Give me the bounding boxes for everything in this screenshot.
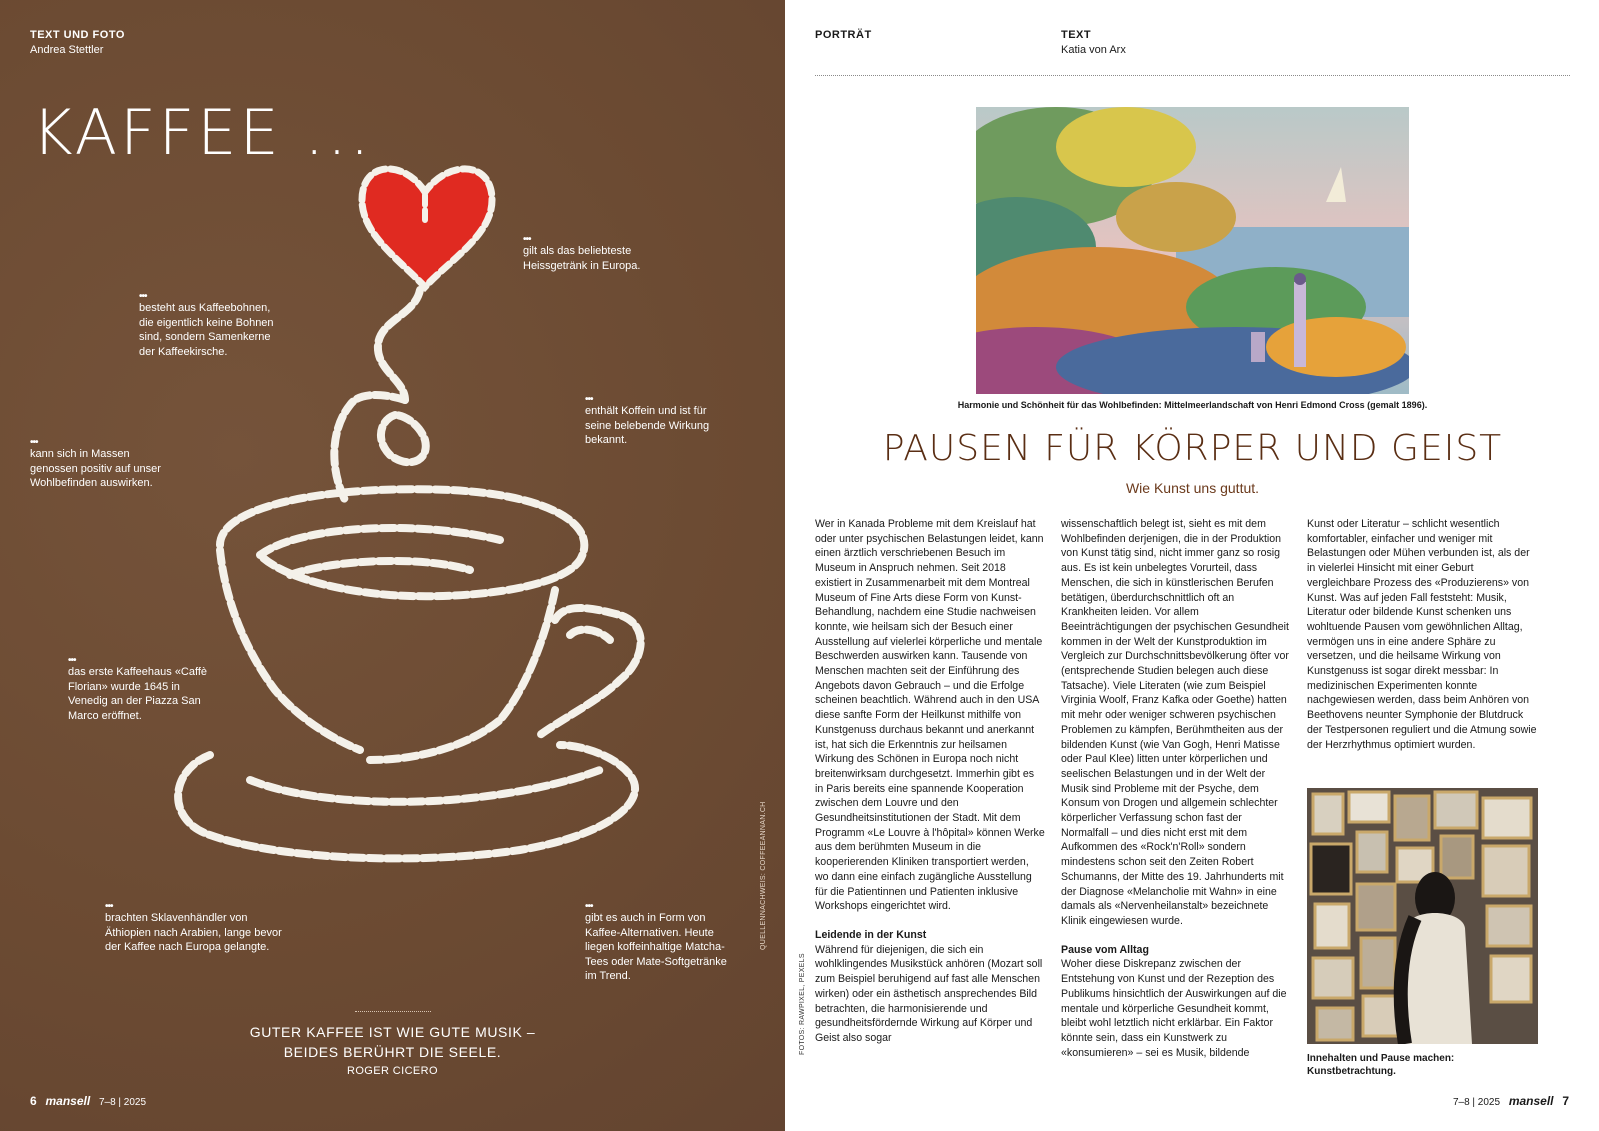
magazine-logo: mansell [45,1094,91,1108]
author-name: Katia von Arx [1061,44,1126,56]
page-footer-left [30,1094,146,1108]
fact-7 [585,902,740,984]
fact-text: gilt als das beliebteste Heissgetränk in Europa. [523,245,641,272]
fact-1 [523,235,663,273]
paragraph: Während für diejenigen, die sich ein wohlklingendes Musikstück anhören (Mozart soll zum Beispiel beruhigend auf fast alle Menschen wirken) oder ein ästhetisch ansprechendes Bild betrachten, die harmonisierende und gesundheitsfördernde Wirkung auf Körper und Geist also sogar [815,943,1043,1044]
fact-4 [30,438,175,491]
paragraph: Woher diese Diskrepanz zwischen der Entstehung von Kunst und der Rezeption des Publikums hinsichtlich der Auswirkungen auf die mentale und körperliche Gesundheit kommt, bleibt wohl letztlich nicht erklärbar. Ein Faktor könnte sein, dass ein Kunstwerk zu «konsumieren» – sei es Musik, bildende [1061,958,1287,1059]
fact-text: enthält Koffein und ist für seine belebende Wirkung bekannt. [585,405,710,446]
text-label: TEXT [1061,29,1092,41]
article-column-3 [1307,517,1537,752]
subheading: Leidende in der Kunst [815,928,927,941]
page-footer-right [1453,1094,1569,1108]
photo-credit: FOTOS: RAWPIXEL, PEXELS [799,953,806,1055]
gallery-visitor-photo [1307,788,1538,1044]
article-column-1 [815,517,1045,1046]
quote-divider [355,1011,431,1012]
bullet-dots-icon: ••• [523,234,531,245]
fact-2 [139,292,284,359]
issue-label: 7–8 | 2025 [1452,1097,1501,1108]
page-number: 6 [30,1094,37,1108]
bullet-dots-icon: ••• [68,655,76,666]
fact-text: kann sich in Massen genossen positiv auf unser Wohlbefinden auswirken. [30,448,161,489]
fact-text: brachten Sklavenhändler von Äthiopien nach Arabien, lange bevor der Kaffee nach Europa gelangte. [105,912,282,953]
credit-name: Andrea Stettler [30,44,104,56]
mediterranean-landscape-painting [976,107,1409,394]
credit-heading: TEXT UND FOTO [30,29,125,41]
page-number: 7 [1562,1094,1569,1108]
fact-6 [105,902,295,955]
bullet-dots-icon: ••• [585,394,593,405]
fact-3 [585,395,710,448]
paragraph: wissenschaftlich belegt ist, sieht es mit dem Wohlbefinden derjenigen, die in der Produktion von Kunst tätig sind, nicht immer ganz so rosig aus. Es ist kein unbelegtes Vorurteil, dass Menschen, die sich in künstlerischen Berufen betätigen, überdurchschnittlich oft an Krankheiten leiden. Vor allem Beeinträchtigungen der psychischen Gesundheit kommen in der Welt der Kunstproduktion im Vergleich zur Durchschnittsbevölkerung öfter vor (entsprechende Studien belegen auch diese Tatsache). Viele Literaten (wie zum Beispiel Virginia Woolf, Franz Kafka oder Goethe) hatten mit mehr oder weniger schweren psychischen Problemen zu kämpfen, Berühmtheiten aus der bildenden Kunst (wie Van Gogh, Henri Matisse oder Paul Klee) litten unter körperlichen und seelischen Belastungen und in der Welt der Musik sind Probleme mit der Psyche, dem Konsum von Drogen und allgemein schlechter körperlicher Verfassung schon fast der Normalfall – und dies nicht erst mit dem Aufkommen des «Rock'n'Roll» sondern mindestens schon seit den Zeiten Robert Schumanns, der Mitte des 19. Jahrhunderts mit der Diagnose «Melancholie mit Wahn» in eine damals als «Nervenheilanstalt» bezeichnete Klinik eingewiesen wurde. [1061,518,1289,927]
article-headline: PAUSEN FÜR KÖRPER UND GEIST [882,428,1503,469]
paragraph: Kunst oder Literatur – schlicht wesentlich komfortabler, einfacher und weniger mit Belastungen oder Mühen verbunden ist, als der in vielerlei Hinsicht mit einer Geburt vergleichbare Prozess des «Produzierens» von Kunst. Was auf jeden Fall feststeht: Musik, Literatur oder bildende Kunst schenken uns wohltuende Pausen vom gewöhnlichen Alltag, vermögen uns in eine andere Sphäre zu versetzen, und die heilsame Wirkung von Kunstgenuss ist sogar direkt messbar: In medizinischen Experimenten konnte nachgewiesen werden, dass beim Anhören von Beethovens neunter Symphonie der Blutdruck der Testpersonen reguliert und die Atmung sowie der Herzrhythmus optimiert wurden. [1307,518,1537,751]
painting-caption: Harmonie und Schönheit für das Wohlbefinden: Mittelmeerlandschaft von Henri Edmond Cross (gemalt 1896). [957,400,1428,410]
paragraph: Wer in Kanada Probleme mit dem Kreislauf hat oder unter psychischen Belastungen leidet, kann einen ärztlich verschriebenen Besuch im Museum in Anspruch nehmen. Seit 2018 existiert in Zusammenarbeit mit dem Montreal Museum of Fine Arts diese Form von Kunst-Behandlung, nachdem eine Studie nachweisen konnte, wie heilsam sich der Besuch einer Ausstellung auf vielerlei körperliche und mentale Beschwerden auswirken kann. Tausende von Menschen machten seit der Einführung des Angebots davon Gebrauch – und die Erfolge scheinen beachtlich. Während auch in den USA diese sanfte Form der Heilkunst mithilfe von Kunstgenuss durchaus bekannt und anerkannt ist, hat sich die Erkenntnis zur heilsamen Wirkung des Schönen in Europa noch nicht breitenwirksam durchgesetzt. Immerhin gibt es in Paris bereits eine spannende Kooperation zwischen dem Louvre und den Gesundheitsinstitutionen der Stadt. Mit dem Programm «Le Louvre à l'hôpital» können Werke aus dem berühmten Museum in die kooperierenden Kliniken transportiert werden, wo dann eine einfach zugängliche Ausstellung für die Patientinnen und Patienten inklusive Workshops eingerichtet wird. [815,518,1045,913]
article-column-2 [1061,517,1291,1060]
fact-text: besteht aus Kaffeebohnen, die eigentlich keine Bohnen sind, sondern Samenkerne der Kaffeekirsche. [139,302,274,358]
right-page [785,0,1599,1131]
bullet-dots-icon: ••• [105,901,113,912]
gallery-caption: Innehalten und Pause machen: Kunstbetrachtung. [1307,1053,1455,1077]
page-title: KAFFEE ... [32,96,373,169]
section-label: PORTRÄT [815,29,872,41]
bullet-dots-icon: ••• [30,437,38,448]
bullet-dots-icon: ••• [139,291,147,302]
article-subheadline: Wie Kunst uns guttut. [1125,480,1260,496]
left-page [0,0,785,1131]
quote-author: ROGER CICERO [347,1065,438,1077]
magazine-logo: mansell [1508,1094,1554,1108]
header-divider [815,75,1570,76]
source-credit: QUELLENNACHWEIS: COFFEEANNAN.CH [760,801,767,950]
bullet-dots-icon: ••• [585,901,593,912]
fact-5 [68,656,218,723]
issue-label: 7–8 | 2025 [98,1097,147,1108]
fact-text: gibt es auch in Form von Kaffee-Alternativen. Heute liegen koffeinhaltige Matcha-Tees oder Mate-Softgetränke im Trend. [585,912,727,982]
fact-text: das erste Kaffeehaus «Caffè Florian» wurde 1645 in Venedig an der Piazza San Marco eröffnet. [68,666,208,722]
subheading: Pause vom Alltag [1061,943,1149,956]
pull-quote: GUTER KAFFEE IST WIE GUTE MUSIK – BEIDES BERÜHRT DIE SEELE. [249,1024,536,1060]
